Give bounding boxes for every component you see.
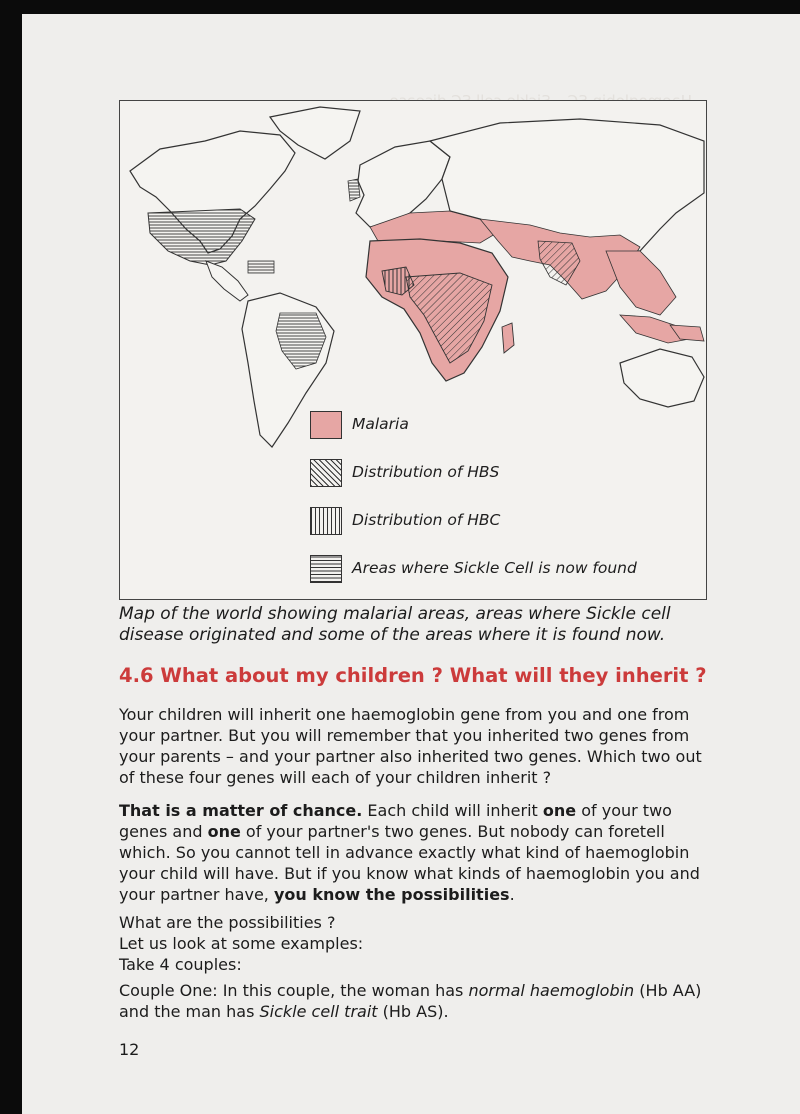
central-america-outline [206,261,248,301]
figure-caption: Map of the world showing malarial areas, areas where Sickle cell disease originated and some of the areas where it is found now. [119,604,671,645]
australia-outline [620,349,704,407]
uk-sickle-area [348,179,360,201]
document-page [22,14,800,1114]
term-sickle-cell-trait: Sickle cell trait [259,1002,378,1021]
examples-intro: Let us look at some examples: [119,934,364,953]
paragraph-2: That is a matter of chance. Each child will inherit one of your two genes and one of your partner's two genes. But nobody can foretell which. So you cannot tell in advance exactly what kind of haemoglobin your child will have. But if you know what kinds of haemoglobin you and your partner have, you know the possibilities. [119,801,700,904]
usa-sickle-area [148,209,255,265]
malaria-swatch [310,411,342,439]
legend-label-malaria: Malaria [352,415,409,433]
emphasis-possibilities: you know the possibilities [273,885,510,904]
legend-label-sickle: Areas where Sickle Cell is now found [352,559,637,577]
paragraph-3 [119,912,715,975]
possibilities-question: What are the possibilities ? [119,913,336,932]
madagascar-outline [502,323,514,353]
southeast-asia-malaria [606,251,676,315]
emphasis-one-b: one [207,822,241,841]
term-normal-haemoglobin: normal haemoglobin [468,981,635,1000]
couples-intro: Take 4 couples: [119,955,242,974]
caribbean-sickle-area [248,261,274,273]
emphasis-one-a: one [542,801,577,820]
sickle-swatch [310,555,342,583]
world-map-figure [119,100,707,600]
legend-label-hbs: Distribution of HBS [352,463,500,481]
legend-label-hbc: Distribution of HBC [352,511,501,529]
hbs-swatch [310,459,342,487]
section-heading: 4.6 What about my children ? What will they inherit ? [119,664,707,687]
paragraph-4: Couple One: In this couple, the woman has normal haemoglobin (Hb AA) and the man has Sickle cell trait (Hb AS). [119,981,702,1021]
page-number: 12 [119,1040,140,1059]
paragraph-1: Your children will inherit one haemoglobin gene from you and one from your partner. But you will remember that you inherited two genes from your parents – and your partner also inherited two genes. Which two out of these four genes will each of your children inherit ? [119,705,702,787]
hbc-swatch [310,507,342,535]
emphasis-chance: That is a matter of chance. [119,801,363,820]
